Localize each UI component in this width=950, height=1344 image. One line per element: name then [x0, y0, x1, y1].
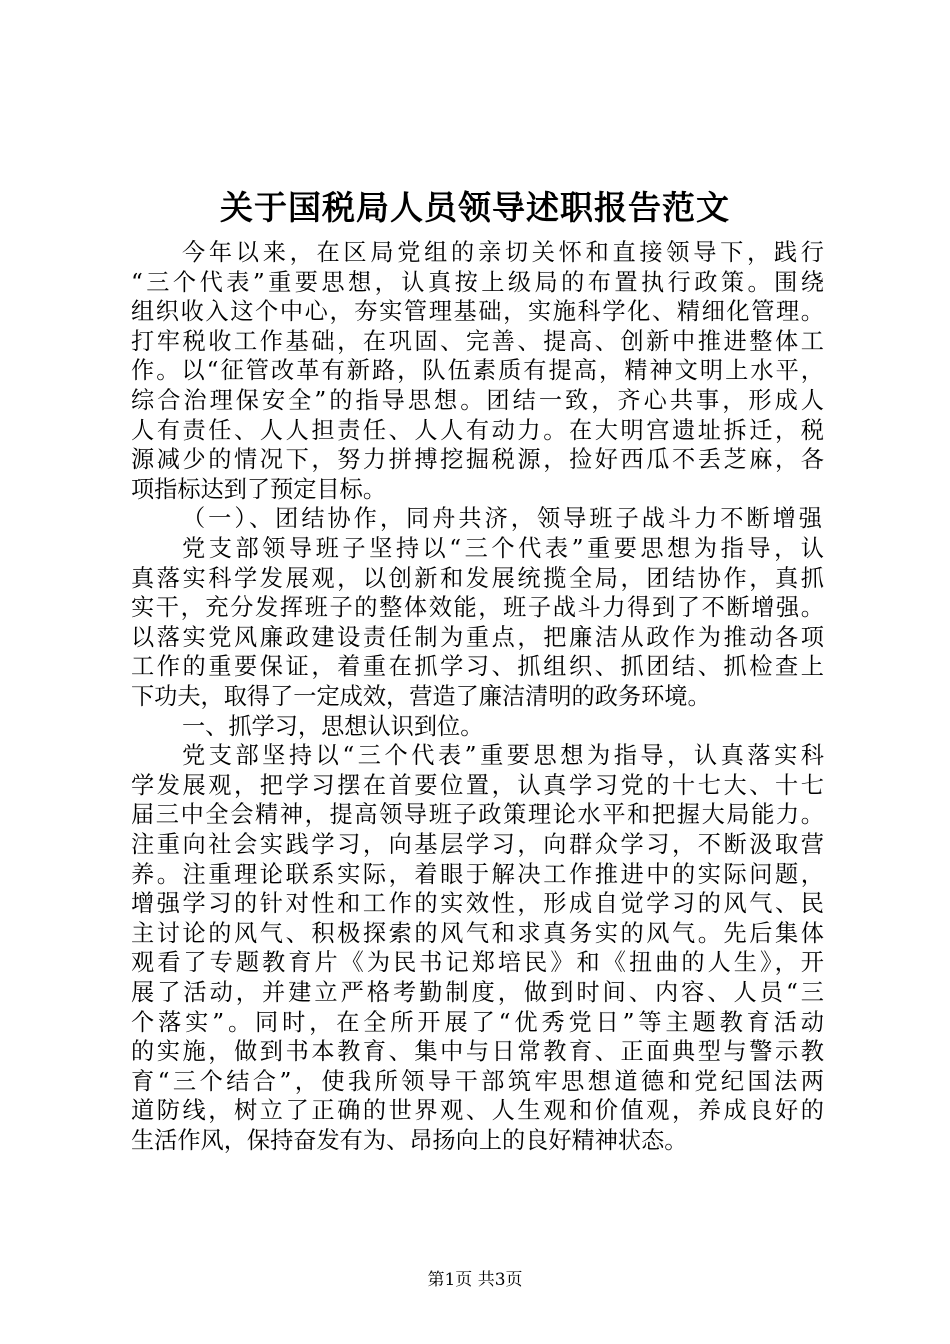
- page-footer: 第1页 共3页: [427, 1270, 523, 1290]
- body-line: 打牢税收工作基础，在巩固、完善、提高、创新中推进整体工: [131, 327, 824, 355]
- body-line: 党支部坚持以“三个代表”重要思想为指导，认真落实科: [182, 742, 824, 770]
- body-line: 作。以“征管改革有新路，队伍素质有提高，精神文明上水平，: [131, 357, 824, 385]
- body-line: 党支部领导班子坚持以“三个代表”重要思想为指导，认: [182, 535, 824, 562]
- body-line: 综合治理保安全”的指导思想。团结一致，齐心共事，形成人: [131, 387, 824, 414]
- body-line: 实干，充分发挥班子的整体效能，班子战斗力得到了不断增强。: [131, 594, 824, 622]
- body-line: 的实施，做到书本教育、集中与日常教育、正面典型与警示教: [131, 1038, 824, 1066]
- body-line: 增强学习的针对性和工作的实效性，形成自觉学习的风气、民: [131, 890, 824, 918]
- body-line: 养。注重理论联系实际，着眼于解决工作推进中的实际问题，: [131, 860, 824, 888]
- body-line: 注重向社会实践学习，向基层学习，向群众学习，不断汲取营: [131, 831, 824, 858]
- body-line: 主讨论的风气、积极探索的风气和求真务实的风气。先后集体: [131, 919, 824, 947]
- section-heading: 一、抓学习，思想认识到位。: [182, 712, 484, 740]
- body-line: 项指标达到了预定目标。: [131, 475, 387, 503]
- body-line: 今年以来，在区局党组的亲切关怀和直接领导下，践行: [182, 239, 824, 266]
- body-line: 观看了专题教育片《为民书记郑培民》和《扭曲的人生》，开: [131, 949, 824, 977]
- body-line: 下功夫，取得了一定成效，营造了廉洁清明的政务环境。: [131, 683, 711, 710]
- body-line: 组织收入这个中心，夯实管理基础，实施科学化、精细化管理。: [131, 298, 824, 326]
- body-line: 源减少的情况下，努力拼搏挖掘税源，捡好西瓜不丢芝麻，各: [131, 446, 824, 474]
- body-line: 真落实科学发展观，以创新和发展统揽全局，团结协作，真抓: [131, 564, 824, 592]
- body-line: “三个代表”重要思想，认真按上级局的布置执行政策。围绕: [131, 268, 824, 296]
- body-line: 以落实党风廉政建设责任制为重点，把廉洁从政作为推动各项: [131, 623, 824, 651]
- document-title: 关于国税局人员领导述职报告范文: [220, 188, 730, 227]
- body-line: 道防线，树立了正确的世界观、人生观和价值观，养成良好的: [131, 1097, 824, 1125]
- body-line: 育“三个结合”，使我所领导干部筑牢思想道德和党纪国法两: [131, 1067, 824, 1095]
- body-line: 工作的重要保证，着重在抓学习、抓组织、抓团结、抓检查上: [131, 653, 824, 681]
- body-line: 展了活动，并建立严格考勤制度，做到时间、内容、人员“三: [131, 979, 824, 1006]
- section-heading: （一）、团结协作，同舟共济，领导班子战斗力不断增强: [182, 505, 822, 533]
- body-line: 个落实”。同时，在全所开展了“优秀党日”等主题教育活动: [131, 1008, 824, 1036]
- body-line: 届三中全会精神，提高领导班子政策理论水平和把握大局能力。: [131, 801, 824, 829]
- body-line: 学发展观，把学习摆在首要位置，认真学习党的十七大、十七: [131, 771, 824, 799]
- body-line: 人有责任、人人担责任、人人有动力。在大明宫遗址拆迁，税: [131, 416, 824, 444]
- body-line: 生活作风，保持奋发有为、昂扬向上的良好精神状态。: [131, 1127, 688, 1154]
